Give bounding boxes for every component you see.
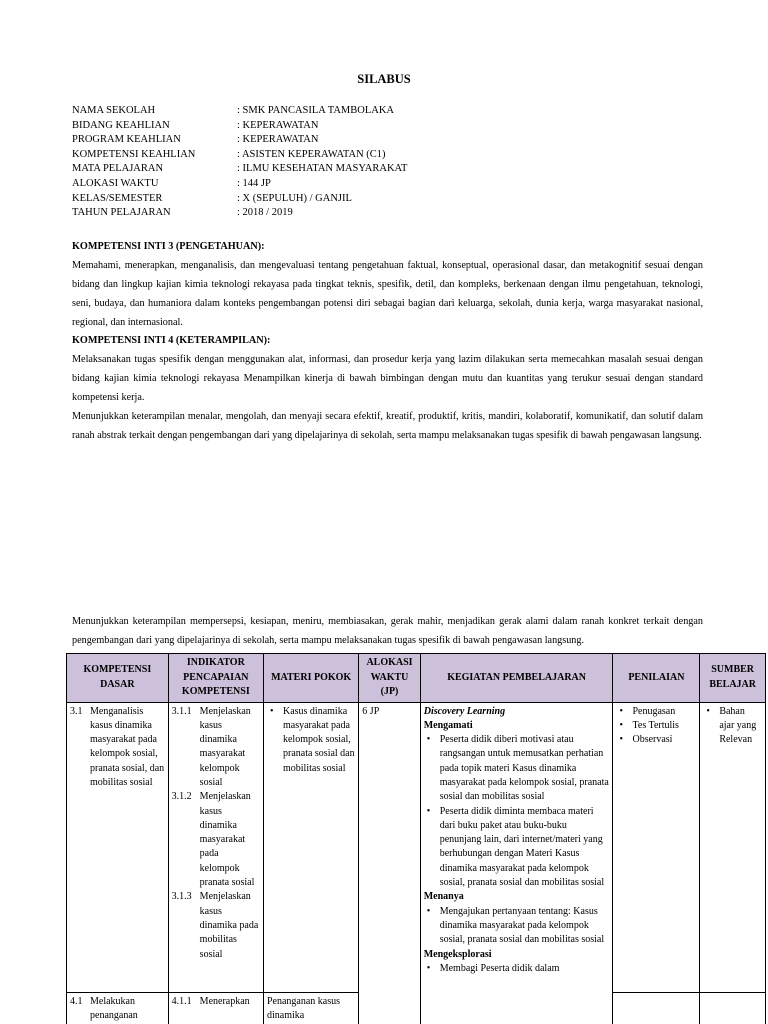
step-menanya: Menanya	[423, 891, 464, 903]
penilaian-cell	[613, 992, 700, 1024]
syllabus-table	[66, 653, 766, 1024]
ipk-cell: 4.1.1 Menerapkan	[168, 992, 263, 1024]
indicator-item: 3.1.2 Menjelaskan kasus dinamika masyarakat pada kelompok pranata sosial	[171, 791, 255, 889]
info-row-time: ALOKASI WAKTU : 144 JP	[72, 177, 271, 189]
header-materi: MATERI POKOK	[263, 654, 358, 703]
sumber-cell	[700, 992, 766, 1024]
document-title: SILABUS	[357, 72, 411, 86]
step-mengamati: Mengamati	[423, 719, 473, 731]
header-penilaian: PENILAIAN	[613, 654, 700, 703]
info-row-class: KELAS/SEMESTER : X (SEPULUH) / GANJIL	[72, 192, 352, 204]
header-ipk: INDIKATOR PENCAPAIAN KOMPETENSI	[168, 654, 263, 703]
ipk-cell	[168, 702, 263, 992]
header-kd: KOMPETENSI DASAR	[67, 654, 169, 703]
alokasi-cell: 6 JP	[359, 702, 420, 1024]
materi-cell: Penanganan kasus dinamika	[263, 992, 358, 1024]
table-header-row	[67, 654, 766, 703]
info-row-program: PROGRAM KEAHLIAN : KEPERAWATAN	[72, 134, 319, 146]
list-item: • Peserta didik diberi motivasi atau rangsangan untuk memusatkan perhatian pada topik materi Kasus dinamika masyarakat pada kelompok sosial, pranata sosial dan mobilitas sosial	[424, 733, 610, 804]
info-row-field: BIDANG KEAHLIAN : KEPERAWATAN	[72, 119, 319, 131]
learning-model: Discovery Learning	[423, 705, 506, 717]
header-kegiatan: KEGIATAN PEMBELAJARAN	[420, 654, 613, 703]
kd-cell: 3.1 Menganalisis kasus dinamika masyarakat pada kelompok sosial, pranata sosial, dan mobilitas sosial	[67, 702, 169, 992]
header-sumber: SUMBER BELAJAR	[700, 654, 766, 703]
indicator-item: 3.1.3 Menjelaskan kasus dinamika pada mobilitas sosial	[171, 891, 259, 960]
header-alokasi: ALOKASI WAKTU (JP)	[359, 654, 420, 703]
info-row-competency: KOMPETENSI KEAHLIAN : ASISTEN KEPERAWATAN (C1)	[72, 148, 386, 160]
info-row-school: NAMA SEKOLAH : SMK PANCASILA TAMBOLAKA	[72, 105, 394, 116]
list-item: • Membagi Peserta didik dalam	[424, 962, 610, 976]
penilaian-item: • Observasi	[616, 733, 696, 747]
ki4-continued	[72, 612, 703, 650]
kd-text: Melakukan penanganan	[90, 995, 138, 1021]
materi-item: • Kasus dinamika masyarakat pada kelompok sosial, pranata sosial dan mobilitas sosial	[267, 705, 355, 776]
kd-text: Menganalisis kasus dinamika masyarakat pada kelompok sosial, pranata sosial, dan mobilitas sosial	[90, 705, 165, 788]
ki4-paragraph-3: Menunjukkan keterampilan mempersepsi, kesiapan, meniru, membiasakan, gerak mahir, menjadikan gerak alami dalam ranah konkret terkait dengan pengembangan dari yang dipelajarinya di sekolah, serta mampu melaksanakan tugas spesifik di bawah pengawasan langsung.	[72, 616, 703, 646]
ki4-heading: KOMPETENSI INTI 4 (KETERAMPILAN):	[72, 335, 271, 346]
ki4-paragraph-2: Menunjukkan keterampilan menalar, mengolah, dan menyaji secara efektif, kreatif, produktif, kritis, mandiri, kolaboratif, komunikatif, dan solutif dalam ranah abstrak terkait dengan pengembangan dari yang dipelajarinya di sekolah, serta mampu melaksanakan tugas spesifik di bawah pengawasan langsung.	[72, 411, 703, 441]
list-item: • Peserta didik diminta membaca materi dari buku paket atau buku-buku penunjang lain, dari internet/materi yang berhubungan dengan Materi Kasus dinamika masyarakat pada kelompok sosial, pranata sosial dan mobilitas sosial	[424, 805, 610, 891]
materi-cell	[263, 702, 358, 992]
penilaian-item: • Penugasan	[616, 705, 696, 719]
step-mengeksplorasi: Mengeksplorasi	[423, 948, 492, 960]
ki3-text: Memahami, menerapkan, menganalisis, dan mengevaluasi tentang pengetahuan faktual, konseptual, operasional dasar, dan metakognitif sesuai dengan bidang dan lingkup kajian kimia teknologi rekayasa pada tingkat teknis, spesifik, detil, dan kompleks, berkenaan dengan ilmu pengetahuan, teknologi, seni, budaya, dan humaniora dalam konteks pengembangan potensi diri sebagai bagian dari keluarga, sekolah, dunia kerja, warga masyarakat nasional, regional, dan internasional.	[72, 260, 703, 328]
info-row-year: TAHUN PELAJARAN : 2018 / 2019	[72, 207, 293, 219]
ki3-heading: KOMPETENSI INTI 3 (PENGETAHUAN):	[72, 241, 265, 252]
core-competencies	[72, 238, 703, 445]
list-item: • Mengajukan pertanyaan tentang: Kasus dinamika masyarakat pada kelompok sosial, pranata sosial dan mobilitas sosial	[424, 905, 610, 948]
sumber-cell	[700, 702, 766, 992]
ki4-paragraph-1: Melaksanakan tugas spesifik dengan menggunakan alat, informasi, dan prosedur kerja yang lazim dilakukan serta memecahkan masalah sesuai dengan bidang kajian kimia teknologi rekayasa Menampilkan kinerja di bawah bimbingan dengan mutu dan kuantitas yang terukur sesuai dengan standard kompetensi kerja.	[72, 354, 703, 403]
kd-cell: 4.1 Melakukan penanganan	[67, 992, 169, 1024]
kegiatan-cell	[420, 702, 613, 1024]
indicator-item: 3.1.1 Menjelaskan kasus dinamika masyarakat kelompok sosial	[171, 705, 251, 788]
penilaian-item: • Tes Tertulis	[616, 719, 696, 733]
info-row-subject: MATA PELAJARAN : ILMU KESEHATAN MASYARAKAT	[72, 163, 408, 175]
penilaian-cell	[613, 702, 700, 992]
school-info	[72, 104, 407, 221]
sumber-item: • Bahan ajar yang Relevan	[703, 705, 762, 748]
table-row	[67, 702, 766, 992]
